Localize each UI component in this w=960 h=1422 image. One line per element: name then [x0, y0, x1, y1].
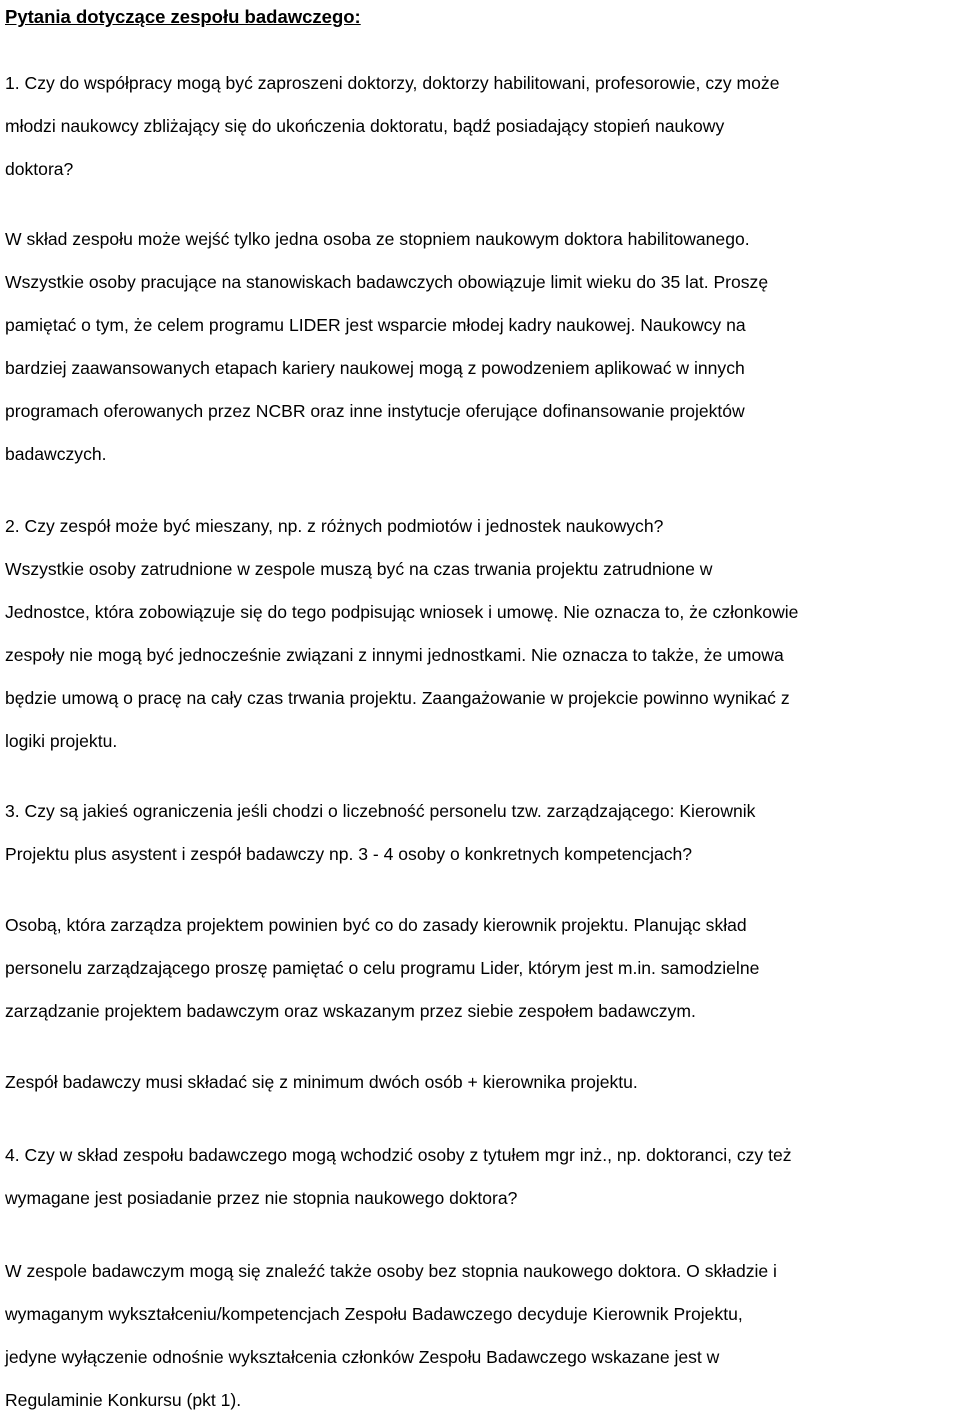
- question-1: [5, 62, 957, 191]
- text-line: 2. Czy zespół może być mieszany, np. z różnych podmiotów i jednostek naukowych?: [5, 516, 664, 536]
- text-line: Projektu plus asystent i zespół badawczy np. 3 - 4 osoby o konkretnych kompetencjach?: [5, 844, 693, 864]
- text-line: zarządzanie projektem badawczym oraz wskazanym przez siebie zespołem badawczym.: [5, 1001, 696, 1021]
- text-line: personelu zarządzającego proszę pamiętać o celu programu Lider, którym jest m.in. samodzielne: [5, 958, 760, 978]
- answer-1: [5, 218, 957, 476]
- answer-3: [5, 904, 957, 1033]
- text-line: Wszystkie osoby pracujące na stanowiskach badawczych obowiązuje limit wieku do 35 lat. Proszę: [5, 272, 769, 292]
- text-line: W zespole badawczym mogą się znaleźć także osoby bez stopnia naukowego doktora. O składzie i: [5, 1261, 777, 1281]
- text-line: wymagane jest posiadanie przez nie stopnia naukowego doktora?: [5, 1188, 518, 1208]
- text-line: 1. Czy do współpracy mogą być zaproszeni doktorzy, doktorzy habilitowani, profesorowie, czy może: [5, 73, 780, 93]
- text-line: zespoły nie mogą być jednocześnie związani z innymi jednostkami. Nie oznacza to także, że umowa: [5, 645, 784, 665]
- question-4: [5, 1134, 957, 1220]
- answer-3-team-size: [5, 1061, 957, 1104]
- text-line: badawczych.: [5, 444, 107, 464]
- question-answer-2: [5, 505, 957, 763]
- text-line: bardziej zaawansowanych etapach kariery naukowej mogą z powodzeniem aplikować w innych: [5, 358, 745, 378]
- text-line: będzie umową o pracę na cały czas trwania projektu. Zaangażowanie w projekcie powinno wynikać z: [5, 688, 790, 708]
- text-line: 4. Czy w skład zespołu badawczego mogą wchodzić osoby z tytułem mgr inż., np. doktoranci, czy też: [5, 1145, 792, 1165]
- section-heading: Pytania dotyczące zespołu badawczego:: [5, 6, 361, 27]
- text-line: Osobą, która zarządza projektem powinien być co do zasady kierownik projektu. Planując skład: [5, 915, 747, 935]
- text-line: Regulaminie Konkursu (pkt 1).: [5, 1390, 242, 1410]
- text-line: Wszystkie osoby zatrudnione w zespole muszą być na czas trwania projektu zatrudnione w: [5, 559, 713, 579]
- question-3: [5, 790, 957, 876]
- text-line: młodzi naukowcy zbliżający się do ukończenia doktoratu, bądź posiadający stopień naukowy: [5, 116, 725, 136]
- text-line: Jednostce, która zobowiązuje się do tego podpisując wniosek i umowę. Nie oznacza to, że członkowie: [5, 602, 799, 622]
- text-line: W skład zespołu może wejść tylko jedna osoba ze stopniem naukowym doktora habilitowanego.: [5, 229, 750, 249]
- text-line: pamiętać o tym, że celem programu LIDER jest wsparcie młodej kadry naukowej. Naukowcy na: [5, 315, 746, 335]
- text-line: Zespół badawczy musi składać się z minimum dwóch osób + kierownika projektu.: [5, 1072, 638, 1092]
- text-line: 3. Czy są jakieś ograniczenia jeśli chodzi o liczebność personelu tzw. zarządzającego: Kierownik: [5, 801, 756, 821]
- text-line: doktora?: [5, 159, 74, 179]
- text-line: wymaganym wykształceniu/kompetencjach Zespołu Badawczego decyduje Kierownik Projektu,: [5, 1304, 743, 1324]
- text-line: jedyne wyłączenie odnośnie wykształcenia członków Zespołu Badawczego wskazane jest w: [5, 1347, 720, 1367]
- text-line: programach oferowanych przez NCBR oraz inne instytucje oferujące dofinansowanie projektów: [5, 401, 745, 421]
- answer-4: [5, 1250, 957, 1422]
- text-line: logiki projektu.: [5, 731, 118, 751]
